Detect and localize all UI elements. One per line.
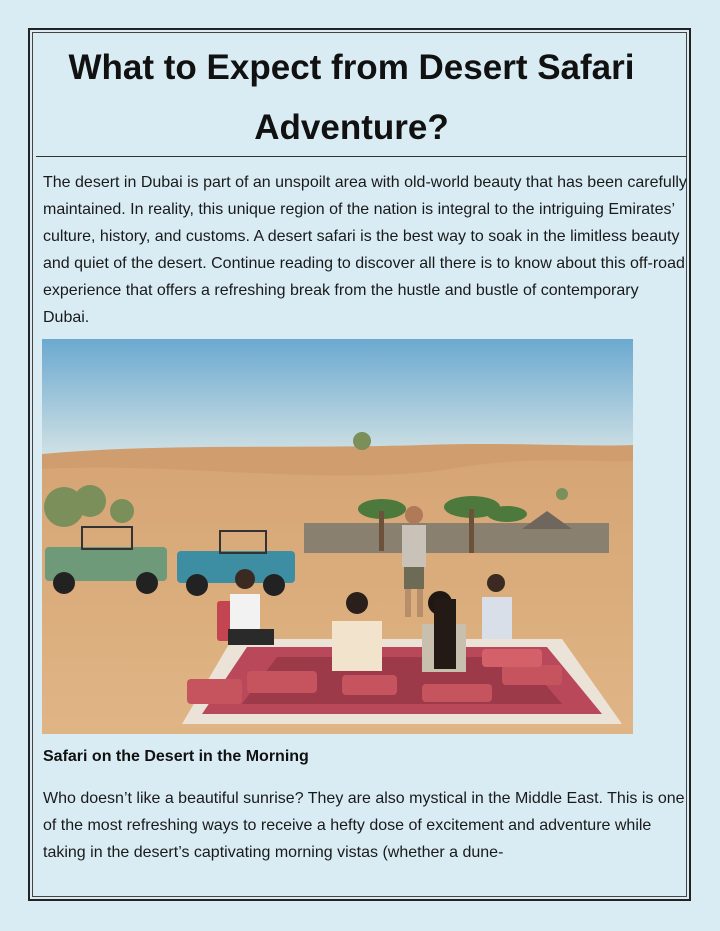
section-paragraph: Who doesn’t like a beautiful sunrise? They are also mystical in the Middle East. This is one of the most refreshing ways to receive a hefty dose of excitement and adventure while taking in the desert’s captivating morning vistas (whether a dune- xyxy=(43,790,685,861)
sky xyxy=(42,339,633,454)
intro-paragraph: The desert in Dubai is part of an unspoilt area with old-world beauty that has been carefully maintained. In reality, this unique region of the nation is integral to the intriguing Emirates’ culture, history, and customs. A desert safari is the best way to soak in the limitless beauty and quiet of the desert. Continue reading to discover all there is to know about this off-road experience that offers a refreshing break from the hustle and bustle of contemporary Dubai. xyxy=(43,174,687,326)
page-title: What to Expect from Desert Safari Adventure? xyxy=(68,48,635,147)
title-divider xyxy=(36,156,687,157)
section-heading: Safari on the Desert in the Morning xyxy=(43,748,309,765)
desert-camp-photo xyxy=(42,339,633,734)
